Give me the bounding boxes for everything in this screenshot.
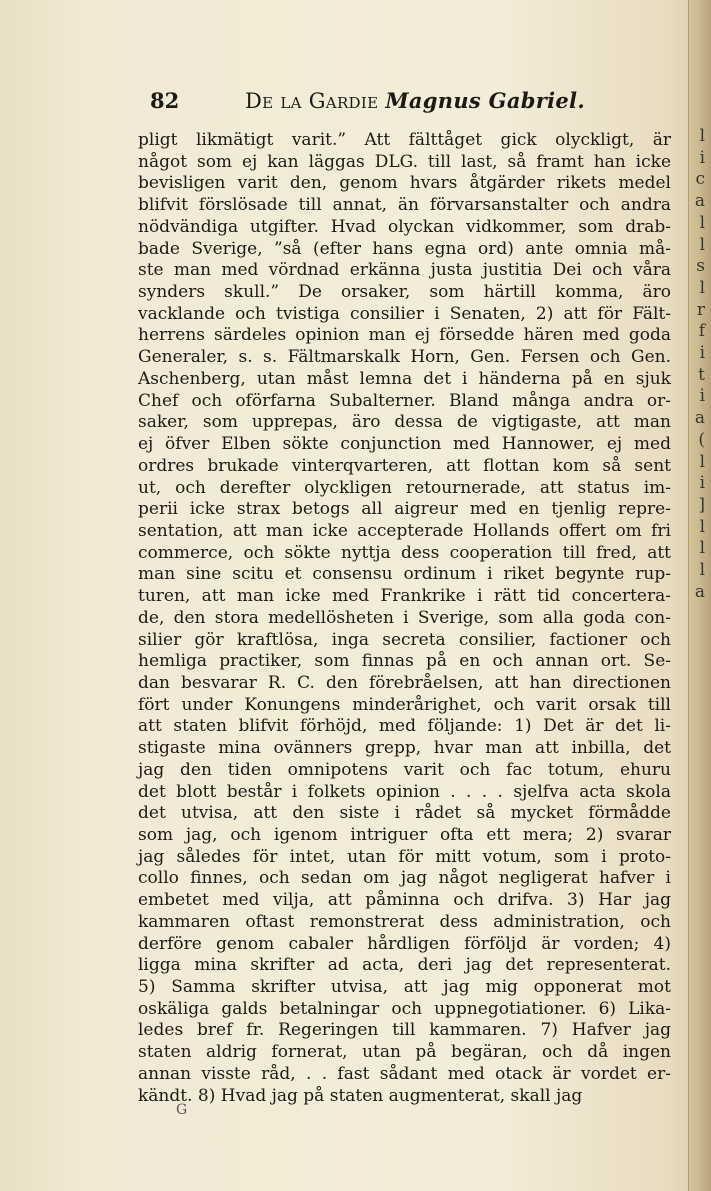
margin-glyph: f [698,321,705,342]
text-line: man sine scitu et consensu ordinum i riket begynte rup- [138,564,671,585]
margin-glyph: l [699,234,705,255]
margin-glyph: i [699,343,705,363]
margin-glyph: l [699,212,705,233]
text-line: dan besvarar R. C. den förebråelsen, att han directionen [138,672,671,693]
text-line: nödvändiga utgifter. Hvad olyckan vidkommer, som drab- [138,216,671,237]
margin-glyph: r [696,299,705,320]
text-line: ordres brukade vinterqvarteren, att flottan kom så sent [138,455,671,476]
text-line: ut, och derefter olyckligen retournerade, att status im- [138,477,671,498]
margin-glyph: ( [698,429,705,450]
margin-glyph: i [699,473,705,494]
text-line: Chef och oförfarna Subalterner. Bland många andra or- [138,390,671,411]
margin-glyph: a [694,408,705,429]
text-line: commerce, och sökte nyttja dess cooperation till fred, att [138,542,671,563]
text-line: stigaste mina ovänners grepp, hvar man att inbilla, det [138,738,671,759]
body-text [138,130,671,1107]
margin-glyph: c [695,169,705,190]
text-line: saker, som upprepas, äro dessa de vigtigaste, att man [138,412,671,433]
running-head [245,88,585,113]
signature-mark: G [176,1102,188,1118]
margin-glyph: l [699,277,705,298]
text-line: bevisligen varit den, genom hvars åtgärder rikets medel [138,173,671,194]
margin-glyph: l [699,126,705,146]
text-line: perii icke strax betogs all aigreur med en tjenlig repre- [138,499,671,520]
text-line: turen, att man icke med Frankrike i rätt tid concertera- [138,586,671,607]
text-line: synders skull.” De orsaker, som härtill komma, äro [138,282,671,303]
text-line: sentation, att man icke accepterade Hollands offert om fri [138,520,671,541]
running-head-italic: Magnus Gabriel. [385,88,585,113]
margin-glyph: a [694,581,705,602]
text-line: herrens särdeles opinion man ej försedde hären med goda [138,325,671,346]
margin-glyph: i [699,147,705,168]
text-line: silier gör kraftlösa, inga secreta consilier, factioner och [138,629,671,650]
text-line: ej öfver Elben sökte conjunction med Hannower, ej med [138,434,671,455]
margin-glyph: l [699,516,705,537]
text-line: något som ej kan läggas DLG. till last, så framt han icke [138,151,671,172]
text-line: fört under Konungens minderårighet, och varit orsak till [138,694,671,715]
margin-glyph: a [694,191,705,212]
page-number: 82 [150,88,180,113]
text-line: derföre genom cabaler hårdligen förföljd är vorden; 4) [138,933,671,954]
text-line: kändt. 8) Hvad jag på staten augmenterat, skall jag [138,1085,583,1106]
text-line: jag den tiden omnipotens varit och fac totum, ehuru [138,759,671,780]
margin-glyph: l [699,538,705,559]
running-head-prefix: De la Gardie [245,89,379,113]
text-line: jag således för intet, utan för mitt votum, som i proto- [138,846,671,867]
text-line: staten aldrig fornerat, utan på begäran, och då ingen [138,1042,671,1063]
text-line: oskäliga galds betalningar och uppnegotiationer. 6) Lika- [138,998,671,1019]
text-line: 5) Samma skrifter utvisa, att jag mig opponerat mot [138,977,671,998]
text-line: Generaler, s. s. Fältmarskalk Horn, Gen. Fersen och Gen. [138,347,671,368]
text-line: Aschenberg, utan måst lemna det i händerna på en sjuk [138,368,671,389]
text-line: blifvit förslösade till annat, än förvarsanstalter och andra [138,195,671,216]
text-line: collo finnes, och sedan om jag något negligerat hafver i [138,868,671,889]
margin-glyph: i [699,386,705,407]
text-line: hemliga practiker, som finnas på en och annan ort. Se- [138,651,671,672]
text-line: att staten blifvit förhöjd, med följande: 1) Det är det li- [138,716,671,737]
margin-glyph: l [699,560,705,580]
text-line: annan visste råd, . . fast sådant med otack är vordet er- [138,1063,671,1084]
text-line: embetet med vilja, att påminna och drifva. 3) Har jag [138,890,671,911]
text-line: det utvisa, att den siste i rådet så mycket förmådde [138,803,671,824]
text-line: det blott består i folkets opinion . . . . sjelfva acta skola [138,781,671,802]
margin-glyph: l [699,451,705,472]
margin-glyph: t [698,364,705,385]
text-line: vacklande och tvistiga consilier i Senaten, 2) att för Fält- [138,303,671,324]
text-line: pligt likmätigt varit.” Att fälttåget gick olyckligt, är [138,130,671,150]
text-line: ste man med vördnad erkänna justa justitia Dei och våra [138,260,671,281]
text-line: ligga mina skrifter ad acta, deri jag det representerat. [138,955,671,976]
page-header [150,88,680,114]
margin-glyph: ] [698,494,705,515]
text-line: ledes bref fr. Regeringen till kammaren. 7) Hafver jag [138,1020,671,1041]
text-line: bade Sverige, ”så (efter hans egna ord) ante omnia må- [138,238,671,259]
text-line: de, den stora medellösheten i Sverige, som alla goda con- [138,607,671,628]
margin-glyph: s [696,256,705,277]
text-line: som jag, och igenom intriguer ofta ett mera; 2) svarar [138,825,671,845]
facing-page-edge [688,0,711,1191]
text-line: kammaren oftast remonstrerat dess administration, och [138,911,671,932]
